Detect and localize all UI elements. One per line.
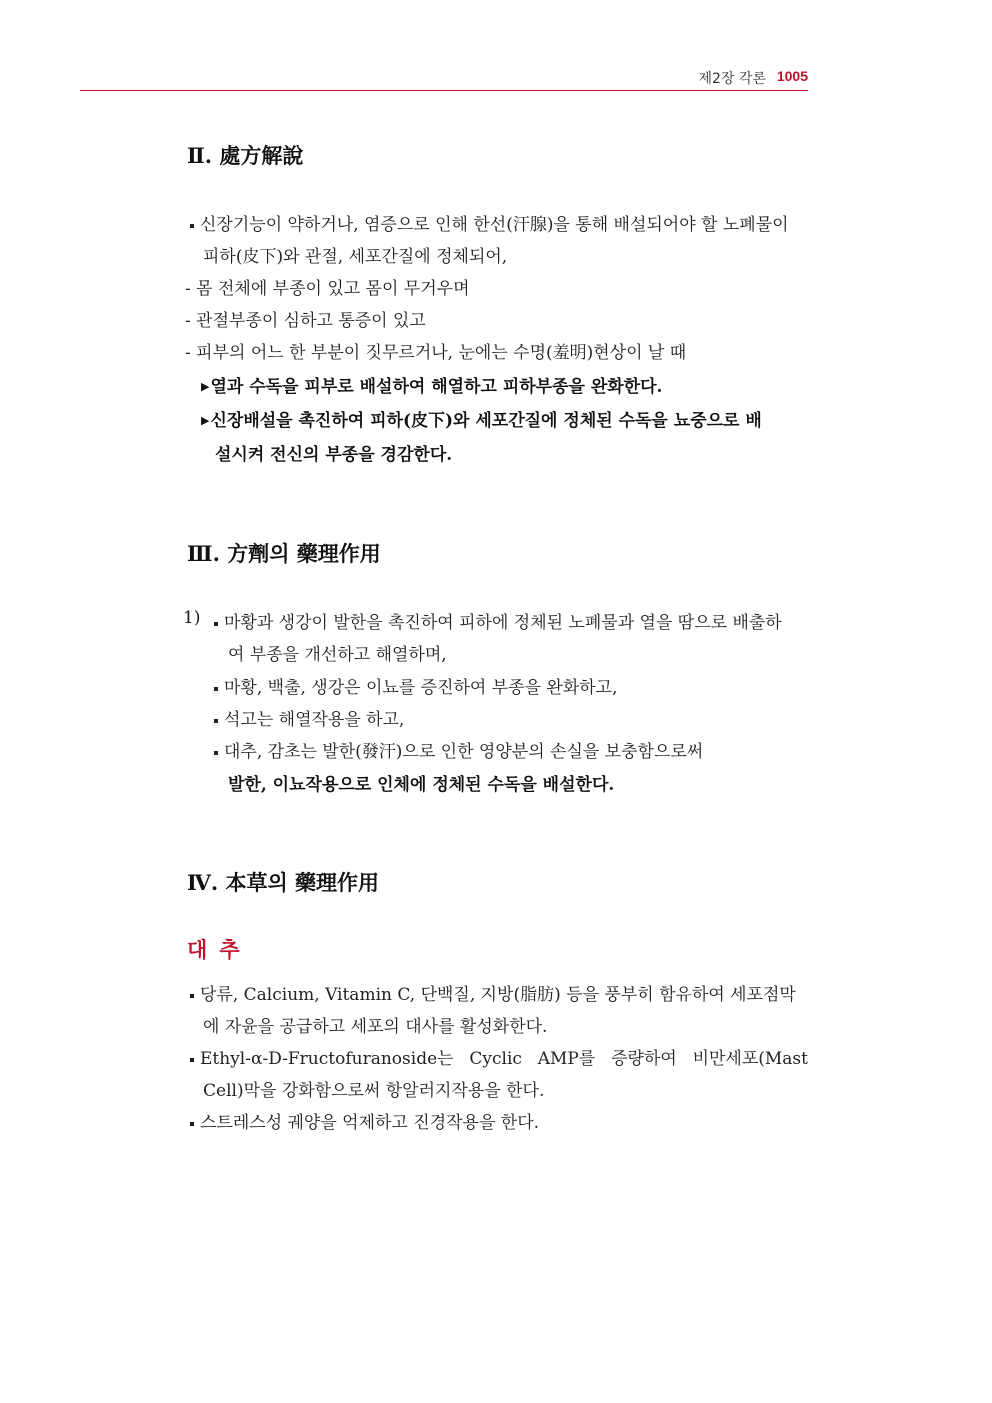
s3-line-3: 마황, 백출, 생강은 이뇨를 증진하여 부종을 완화하고, <box>214 673 618 698</box>
square-bullet-icon <box>190 224 194 228</box>
s2-line-7: ▶신장배설을 촉진하여 피하(皮下)와 세포간질에 정체된 수독을 뇨중으로 배 <box>201 411 762 431</box>
square-bullet-icon <box>214 687 218 691</box>
triangle-arrow-icon: ▶ <box>201 380 210 393</box>
s2-line-6: ▶열과 수독을 피부로 배설하여 해열하고 피하부종을 완화한다. <box>201 377 663 397</box>
section-3-title: Ⅲ. 方劑의 藥理作用 <box>187 541 381 566</box>
s2-line-8: 설시켜 전신의 부종을 경감한다. <box>215 445 453 465</box>
square-bullet-icon <box>190 1058 194 1062</box>
square-bullet-icon <box>190 1122 194 1126</box>
chapter-label: 제2장 각론 <box>698 71 766 87</box>
s2-line-1: 신장기능이 약하거나, 염증으로 인해 한선(汗腺)을 통해 배설되어야 할 노폐물이 <box>190 210 808 235</box>
square-bullet-icon <box>214 719 218 723</box>
page-number: 1005 <box>776 68 808 84</box>
section-2-title: Ⅱ. 處方解說 <box>187 143 304 168</box>
s2-line-3: - 몸 전체에 부종이 있고 몸이 무거우며 <box>185 279 470 299</box>
s4-line-2: 에 자윤을 공급하고 세포의 대사를 활성화한다. <box>203 1017 548 1037</box>
s4-line-3: Ethyl-α-D-Fructofuranoside는 Cyclic AMP를 증량하여 비만세포(Mast <box>190 1044 808 1069</box>
s3-line-2: 여 부종을 개선하고 해열하며, <box>228 645 447 665</box>
herb-heading: 대추 <box>187 937 252 962</box>
s3-line-5: 대추, 감초는 발한(發汗)으로 인한 영양분의 손실을 보충함으로써 <box>214 737 703 762</box>
s4-line-1: 당류, Calcium, Vitamin C, 단백질, 지방(脂肪) 등을 풍부히 함유하여 세포점막 <box>190 980 808 1005</box>
s4-line-5: 스트레스성 궤양을 억제하고 진경작용을 한다. <box>190 1108 539 1133</box>
page-header <box>80 66 808 91</box>
s2-line-5: - 피부의 어느 한 부분이 짓무르거나, 눈에는 수명(羞明)현상이 날 때 <box>185 343 687 363</box>
list-number: 1) <box>183 608 201 628</box>
square-bullet-icon <box>190 994 194 998</box>
s2-line-2: 피하(皮下)와 관절, 세포간질에 정체되어, <box>203 247 508 267</box>
triangle-arrow-icon: ▶ <box>201 414 210 427</box>
square-bullet-icon <box>214 751 218 755</box>
s4-line-4: Cell)막을 강화함으로써 항알러지작용을 한다. <box>203 1081 545 1101</box>
square-bullet-icon <box>214 622 218 626</box>
s3-line-1: 마황과 생강이 발한을 촉진하여 피하에 정체된 노폐물과 열을 땀으로 배출하 <box>214 608 782 633</box>
s3-line-6: 발한, 이뇨작용으로 인체에 정체된 수독을 배설한다. <box>228 775 615 795</box>
section-4-title: Ⅳ. 本草의 藥理作用 <box>187 870 380 895</box>
s3-line-4: 석고는 해열작용을 하고, <box>214 705 404 730</box>
s2-line-4: - 관절부종이 심하고 통증이 있고 <box>185 311 426 331</box>
